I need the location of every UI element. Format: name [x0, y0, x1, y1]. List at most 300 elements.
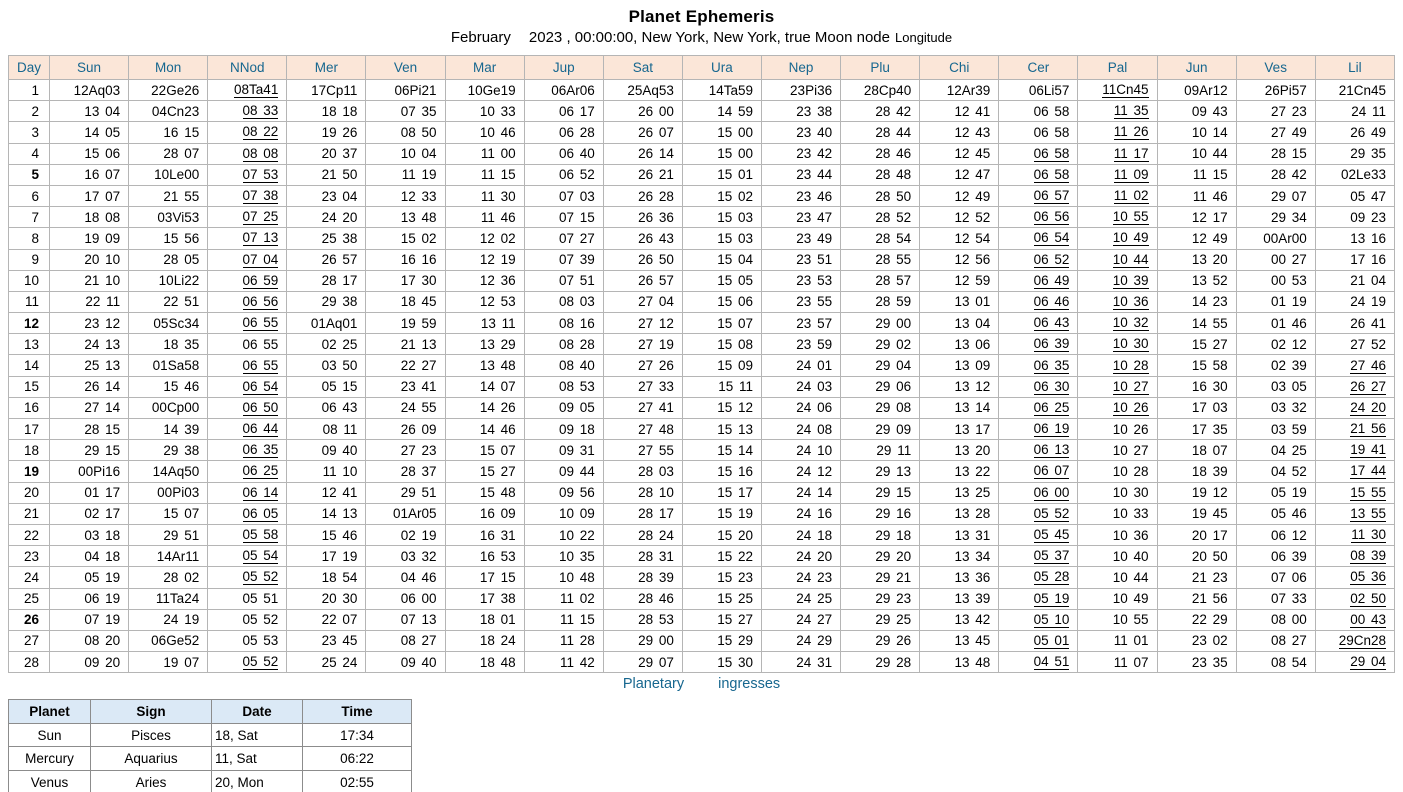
ephemeris-row	[9, 270, 1395, 291]
ephemeris-row	[9, 164, 1395, 185]
retrograde-value: 05 54	[242, 548, 279, 564]
eph-cell: 18 07	[1157, 440, 1236, 461]
eph-cell: 09Ar12	[1157, 80, 1236, 101]
eph-cell: 05 52	[208, 609, 287, 630]
retrograde-value: 06 39	[1033, 336, 1070, 352]
eph-cell: 05 46	[1236, 503, 1315, 524]
eph-cell: 12 49	[1157, 228, 1236, 249]
eph-cell: 16 09	[445, 503, 524, 524]
eph-cell: 13 17	[920, 419, 999, 440]
eph-cell	[1315, 397, 1394, 418]
retrograde-value: 05 58	[242, 527, 279, 543]
eph-cell	[1315, 652, 1394, 673]
eph-cell: 17 07	[50, 185, 129, 206]
eph-cell: 01Sa58	[129, 355, 208, 376]
eph-cell: 03 59	[1236, 419, 1315, 440]
retrograde-value: 10 39	[1112, 272, 1149, 288]
eph-cell: 04 18	[50, 546, 129, 567]
eph-cell: 22 11	[50, 291, 129, 312]
day-cell: 21	[9, 503, 50, 524]
eph-cell: 07 13	[366, 609, 445, 630]
eph-cell	[1315, 630, 1394, 651]
retrograde-value: 06 35	[1033, 357, 1070, 373]
eph-cell: 29 07	[1236, 185, 1315, 206]
eph-cell: 13 39	[920, 588, 999, 609]
eph-cell: 13 16	[1315, 228, 1394, 249]
eph-cell	[1078, 376, 1157, 397]
eph-cell: 27 14	[50, 397, 129, 418]
eph-cell: 18 24	[445, 630, 524, 651]
planetary-ingresses-label	[0, 676, 1403, 692]
eph-cell: 28 24	[603, 524, 682, 545]
eph-cell	[208, 355, 287, 376]
retrograde-value: 10 44	[1112, 251, 1149, 267]
eph-cell: 22 29	[1157, 609, 1236, 630]
eph-cell: 00 27	[1236, 249, 1315, 270]
column-header-lil: Lil	[1315, 56, 1394, 80]
eph-cell	[1315, 588, 1394, 609]
eph-cell: 11 19	[366, 164, 445, 185]
eph-cell	[999, 630, 1078, 651]
eph-cell: 03 32	[1236, 397, 1315, 418]
eph-cell: 29 23	[841, 588, 920, 609]
eph-cell: 15 16	[682, 461, 761, 482]
eph-cell: 10 49	[1078, 588, 1157, 609]
retrograde-value: 11 35	[1113, 103, 1149, 119]
eph-cell	[1078, 164, 1157, 185]
retrograde-value: 05 52	[242, 654, 279, 670]
eph-cell: 20 50	[1157, 546, 1236, 567]
day-cell: 24	[9, 567, 50, 588]
retrograde-value: 26 27	[1350, 378, 1386, 394]
eph-cell: 26 36	[603, 207, 682, 228]
eph-cell: 15 06	[682, 291, 761, 312]
eph-cell	[1078, 143, 1157, 164]
eph-cell: 12 54	[920, 228, 999, 249]
retrograde-value: 07 04	[242, 251, 279, 267]
eph-cell: 10 26	[1078, 419, 1157, 440]
retrograde-value: 05 19	[1033, 590, 1070, 606]
eph-cell: 28 02	[129, 567, 208, 588]
eph-cell	[1078, 313, 1157, 334]
ephemeris-row	[9, 503, 1395, 524]
eph-cell: 24 14	[761, 482, 840, 503]
eph-cell: 28 10	[603, 482, 682, 503]
eph-cell: 05 51	[208, 588, 287, 609]
retrograde-value: 05 10	[1033, 611, 1070, 627]
ephemeris-header-row	[9, 56, 1395, 80]
eph-cell: 23 44	[761, 164, 840, 185]
eph-cell: 23 45	[287, 630, 366, 651]
eph-cell: 15 29	[682, 630, 761, 651]
eph-cell: 10 28	[1078, 461, 1157, 482]
eph-cell: 10Ge19	[445, 80, 524, 101]
eph-cell: 11 46	[445, 207, 524, 228]
eph-cell	[208, 228, 287, 249]
eph-cell	[999, 524, 1078, 545]
eph-cell: 12 36	[445, 270, 524, 291]
eph-cell	[1078, 291, 1157, 312]
eph-cell: 07 19	[50, 609, 129, 630]
eph-cell: 15 11	[682, 376, 761, 397]
eph-cell: 26 00	[603, 101, 682, 122]
eph-cell: 27 23	[366, 440, 445, 461]
eph-cell: 27 55	[603, 440, 682, 461]
eph-cell: 19 59	[366, 313, 445, 334]
eph-cell: 09 18	[524, 419, 603, 440]
eph-cell: 14 26	[445, 397, 524, 418]
eph-cell: 15 20	[682, 524, 761, 545]
eph-cell: 06 55	[208, 334, 287, 355]
eph-cell: 12 47	[920, 164, 999, 185]
retrograde-value: 06 58	[1033, 145, 1070, 161]
column-header-mer: Mer	[287, 56, 366, 80]
eph-cell: 11 46	[1157, 185, 1236, 206]
eph-cell: 14 23	[1157, 291, 1236, 312]
eph-cell	[208, 122, 287, 143]
eph-cell: 06 12	[1236, 524, 1315, 545]
eph-cell: 24 31	[761, 652, 840, 673]
eph-cell: 19 09	[50, 228, 129, 249]
eph-cell: 13 01	[920, 291, 999, 312]
retrograde-value: 27 46	[1350, 357, 1386, 373]
retrograde-value: 11 02	[1113, 188, 1149, 204]
eph-cell: 21 13	[366, 334, 445, 355]
eph-cell: 08 00	[1236, 609, 1315, 630]
eph-cell: 15 12	[682, 397, 761, 418]
eph-cell: 07 15	[524, 207, 603, 228]
ephemeris-row	[9, 482, 1395, 503]
eph-cell: 24 06	[761, 397, 840, 418]
eph-cell: 21 55	[129, 185, 208, 206]
eph-cell: 08 11	[287, 419, 366, 440]
eph-cell: 15 27	[682, 609, 761, 630]
eph-cell: 06 00	[366, 588, 445, 609]
eph-cell	[208, 397, 287, 418]
eph-cell: 02Le33	[1315, 164, 1394, 185]
eph-cell: 00Ar00	[1236, 228, 1315, 249]
eph-cell: 23 42	[761, 143, 840, 164]
eph-cell	[999, 355, 1078, 376]
eph-cell: 05 19	[1236, 482, 1315, 503]
eph-cell: 07 06	[1236, 567, 1315, 588]
ephemeris-row	[9, 291, 1395, 312]
eph-cell	[999, 143, 1078, 164]
eph-cell: 24 16	[761, 503, 840, 524]
day-cell: 28	[9, 652, 50, 673]
eph-cell: 29 34	[1236, 207, 1315, 228]
eph-cell: 09 40	[366, 652, 445, 673]
eph-cell	[1078, 270, 1157, 291]
eph-cell: 13 42	[920, 609, 999, 630]
eph-cell: 24 18	[761, 524, 840, 545]
retrograde-value: 11 17	[1113, 145, 1149, 161]
retrograde-value: 06 56	[242, 293, 279, 309]
eph-cell: 11 15	[1157, 164, 1236, 185]
eph-cell: 12Aq03	[50, 80, 129, 101]
eph-cell: 04 52	[1236, 461, 1315, 482]
eph-cell: 09 40	[287, 440, 366, 461]
eph-cell: 05 19	[50, 567, 129, 588]
eph-cell: 12 02	[445, 228, 524, 249]
column-header-ves: Ves	[1236, 56, 1315, 80]
retrograde-value: 06 46	[1033, 293, 1070, 309]
eph-cell: 16 31	[445, 524, 524, 545]
eph-cell: 29 18	[841, 524, 920, 545]
eph-cell: 07 39	[524, 249, 603, 270]
eph-cell	[1315, 376, 1394, 397]
eph-cell: 15 07	[682, 313, 761, 334]
eph-cell: 26 07	[603, 122, 682, 143]
eph-cell: 14Ta59	[682, 80, 761, 101]
ephemeris-row	[9, 546, 1395, 567]
eph-cell	[1315, 609, 1394, 630]
eph-cell: 29 07	[603, 652, 682, 673]
eph-cell: 20 17	[1157, 524, 1236, 545]
eph-cell	[999, 482, 1078, 503]
ingress-cell: Aries	[91, 770, 212, 792]
column-header-sat: Sat	[603, 56, 682, 80]
eph-cell: 24 55	[366, 397, 445, 418]
retrograde-value: 07 13	[242, 230, 279, 246]
retrograde-value: 24 20	[1350, 399, 1386, 415]
ephemeris-row	[9, 588, 1395, 609]
eph-cell: 15 02	[366, 228, 445, 249]
day-cell: 16	[9, 397, 50, 418]
ingresses-table	[8, 699, 412, 792]
eph-cell: 13 14	[920, 397, 999, 418]
eph-cell: 23 49	[761, 228, 840, 249]
eph-cell	[208, 164, 287, 185]
eph-cell: 03Vi53	[129, 207, 208, 228]
eph-cell	[1078, 122, 1157, 143]
eph-cell: 28 31	[603, 546, 682, 567]
eph-cell: 26 49	[1315, 122, 1394, 143]
eph-cell: 28 57	[841, 270, 920, 291]
eph-cell: 26 14	[603, 143, 682, 164]
ingresses-header-row	[9, 700, 412, 724]
eph-cell	[1315, 482, 1394, 503]
eph-cell: 22 07	[287, 609, 366, 630]
eph-cell	[208, 482, 287, 503]
ephemeris-row	[9, 440, 1395, 461]
eph-cell: 18 54	[287, 567, 366, 588]
eph-cell: 18 18	[287, 101, 366, 122]
eph-cell: 28 42	[1236, 164, 1315, 185]
eph-cell: 26 57	[287, 249, 366, 270]
eph-cell	[999, 419, 1078, 440]
retrograde-value: 06 57	[1033, 188, 1070, 204]
retrograde-value: 08 08	[242, 145, 279, 161]
ephemeris-row	[9, 80, 1395, 101]
eph-cell: 11 30	[445, 185, 524, 206]
eph-cell: 06 58	[999, 122, 1078, 143]
day-cell: 27	[9, 630, 50, 651]
eph-cell: 23 53	[761, 270, 840, 291]
eph-cell	[999, 164, 1078, 185]
eph-cell: 10 35	[524, 546, 603, 567]
eph-cell: 10 22	[524, 524, 603, 545]
eph-cell: 14 07	[445, 376, 524, 397]
eph-cell: 08 53	[524, 376, 603, 397]
day-cell: 7	[9, 207, 50, 228]
eph-cell: 12 17	[1157, 207, 1236, 228]
eph-cell: 13 09	[920, 355, 999, 376]
eph-cell: 08 20	[50, 630, 129, 651]
column-header-mar: Mar	[445, 56, 524, 80]
eph-cell	[1078, 207, 1157, 228]
eph-cell: 05 53	[208, 630, 287, 651]
eph-cell: 08 40	[524, 355, 603, 376]
retrograde-value: 07 38	[242, 188, 279, 204]
eph-cell: 13 48	[366, 207, 445, 228]
eph-cell: 15 05	[682, 270, 761, 291]
eph-cell: 07 35	[366, 101, 445, 122]
eph-cell: 22 51	[129, 291, 208, 312]
retrograde-value: 07 53	[242, 166, 279, 182]
eph-cell: 28 54	[841, 228, 920, 249]
eph-cell: 29 28	[841, 652, 920, 673]
eph-cell: 09 44	[524, 461, 603, 482]
report-subtitle	[0, 29, 1403, 46]
subtitle-coordinate-type: Longitude	[895, 30, 953, 45]
eph-cell: 00Pi16	[50, 461, 129, 482]
eph-cell: 04 46	[366, 567, 445, 588]
eph-cell: 01Aq01	[287, 313, 366, 334]
eph-cell: 07 27	[524, 228, 603, 249]
eph-cell: 27 41	[603, 397, 682, 418]
day-cell: 12	[9, 313, 50, 334]
eph-cell: 29 35	[1315, 143, 1394, 164]
eph-cell: 13 06	[920, 334, 999, 355]
retrograde-value: 05 52	[242, 569, 279, 585]
eph-cell	[208, 524, 287, 545]
eph-cell: 23 02	[1157, 630, 1236, 651]
eph-cell: 13 20	[920, 440, 999, 461]
retrograde-value: 05 37	[1033, 548, 1070, 564]
day-cell: 9	[9, 249, 50, 270]
ephemeris-table	[8, 55, 1395, 673]
eph-cell: 28 48	[841, 164, 920, 185]
column-header-pal: Pal	[1078, 56, 1157, 80]
eph-cell	[208, 652, 287, 673]
ephemeris-row	[9, 101, 1395, 122]
ephemeris-row	[9, 207, 1395, 228]
retrograde-value: 19 41	[1350, 442, 1386, 458]
eph-cell: 06Pi21	[366, 80, 445, 101]
eph-cell: 11 15	[445, 164, 524, 185]
eph-cell: 08 27	[366, 630, 445, 651]
ingress-cell: Venus	[9, 770, 91, 792]
eph-cell	[999, 185, 1078, 206]
eph-cell: 08 50	[366, 122, 445, 143]
eph-cell: 12 45	[920, 143, 999, 164]
column-header-plu: Plu	[841, 56, 920, 80]
ingress-row	[9, 723, 412, 747]
retrograde-value: 06 43	[1033, 315, 1070, 331]
eph-cell: 09 31	[524, 440, 603, 461]
eph-cell: 14 05	[50, 122, 129, 143]
eph-cell: 13 34	[920, 546, 999, 567]
retrograde-value: 06 14	[242, 484, 279, 500]
retrograde-value: 06 54	[242, 378, 279, 394]
eph-cell: 24 08	[761, 419, 840, 440]
eph-cell: 29 04	[841, 355, 920, 376]
eph-cell: 23 57	[761, 313, 840, 334]
eph-cell: 14 13	[287, 503, 366, 524]
eph-cell: 28 44	[841, 122, 920, 143]
eph-cell: 08 54	[1236, 652, 1315, 673]
eph-cell: 28 07	[129, 143, 208, 164]
eph-cell	[1078, 228, 1157, 249]
ingress-cell: 20, Mon	[212, 770, 303, 792]
eph-cell: 23 38	[761, 101, 840, 122]
day-cell: 26	[9, 609, 50, 630]
day-cell: 14	[9, 355, 50, 376]
eph-cell: 19 45	[1157, 503, 1236, 524]
eph-cell: 17 15	[445, 567, 524, 588]
eph-cell	[1078, 397, 1157, 418]
eph-cell: 23 12	[50, 313, 129, 334]
eph-cell: 17Cp11	[287, 80, 366, 101]
eph-cell: 01 19	[1236, 291, 1315, 312]
eph-cell: 23 55	[761, 291, 840, 312]
retrograde-value: 06 13	[1033, 442, 1070, 458]
eph-cell: 13 04	[920, 313, 999, 334]
eph-cell: 06 17	[524, 101, 603, 122]
eph-cell: 29 25	[841, 609, 920, 630]
eph-cell: 11 02	[524, 588, 603, 609]
eph-cell: 15 13	[682, 419, 761, 440]
eph-cell: 11Ta24	[129, 588, 208, 609]
eph-cell: 19 26	[287, 122, 366, 143]
eph-cell: 29 51	[366, 482, 445, 503]
eph-cell	[208, 461, 287, 482]
column-header-day: Day	[9, 56, 50, 80]
eph-cell: 18 45	[366, 291, 445, 312]
eph-cell: 15 46	[287, 524, 366, 545]
eph-cell: 14 46	[445, 419, 524, 440]
eph-cell: 13 12	[920, 376, 999, 397]
eph-cell	[208, 143, 287, 164]
retrograde-value: 08Ta41	[234, 82, 279, 98]
eph-cell: 06 40	[524, 143, 603, 164]
eph-cell	[208, 80, 287, 101]
eph-cell: 26 09	[366, 419, 445, 440]
ingress-column-header-date: Date	[212, 700, 303, 724]
day-cell: 4	[9, 143, 50, 164]
eph-cell: 20 37	[287, 143, 366, 164]
eph-cell: 15 23	[682, 567, 761, 588]
eph-cell: 24 01	[761, 355, 840, 376]
retrograde-value: 05 28	[1033, 569, 1070, 585]
eph-cell	[1078, 185, 1157, 206]
eph-cell: 13 31	[920, 524, 999, 545]
retrograde-value: 08 33	[242, 103, 279, 119]
eph-cell	[1315, 419, 1394, 440]
day-cell: 8	[9, 228, 50, 249]
eph-cell: 18 35	[129, 334, 208, 355]
eph-cell: 15 02	[682, 185, 761, 206]
eph-cell: 28 03	[603, 461, 682, 482]
retrograde-value: 10 28	[1112, 357, 1149, 373]
eph-cell: 29 38	[129, 440, 208, 461]
eph-cell: 29 00	[603, 630, 682, 651]
eph-cell: 19 12	[1157, 482, 1236, 503]
eph-cell: 29 15	[841, 482, 920, 503]
eph-cell: 28 42	[841, 101, 920, 122]
eph-cell: 13 28	[920, 503, 999, 524]
